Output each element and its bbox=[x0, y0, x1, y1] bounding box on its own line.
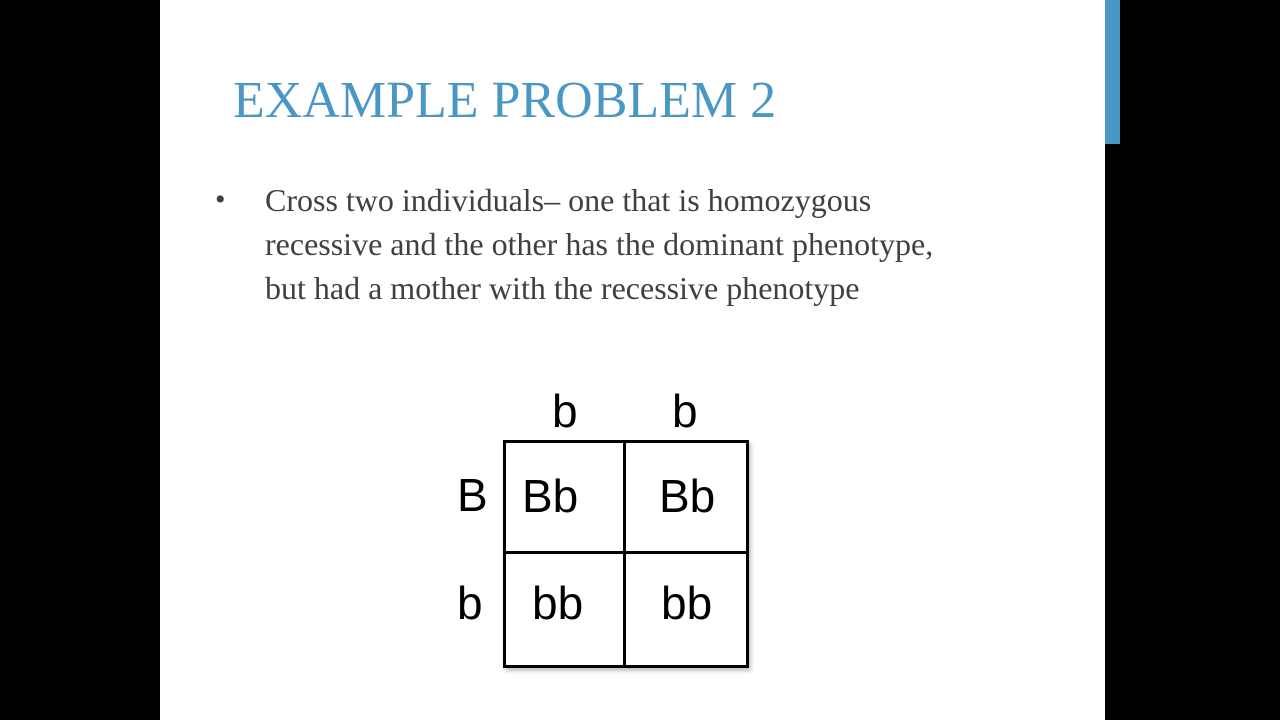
slide bbox=[160, 0, 1105, 720]
genotype-label: bb bbox=[532, 577, 584, 629]
punnett-cell-2-1 bbox=[506, 554, 626, 665]
genotype-label: Bb bbox=[659, 470, 716, 522]
punnett-cell-1-1 bbox=[506, 443, 626, 554]
bullet-marker: • bbox=[215, 183, 226, 216]
punnett-cell-2-2 bbox=[626, 554, 746, 665]
genotype-label: bb bbox=[661, 577, 713, 629]
top-allele-2: b bbox=[672, 385, 698, 437]
punnett-cell-1-2 bbox=[626, 443, 746, 554]
bullet-text: Cross two individuals– one that is homozygous recessive and the other has the dominant phenotype, but had a mother with the recessive phenotype bbox=[265, 182, 934, 306]
slide-accent-bar bbox=[1105, 0, 1120, 144]
punnett-grid bbox=[503, 440, 749, 668]
bullet-point bbox=[215, 178, 975, 310]
genotype-label: Bb bbox=[522, 470, 579, 522]
side-allele-2: b bbox=[457, 577, 483, 629]
top-allele-1: b bbox=[552, 385, 578, 437]
side-allele-1: B bbox=[457, 469, 488, 521]
punnett-square bbox=[440, 380, 760, 680]
slide-title: EXAMPLE PROBLEM 2 bbox=[233, 72, 777, 129]
